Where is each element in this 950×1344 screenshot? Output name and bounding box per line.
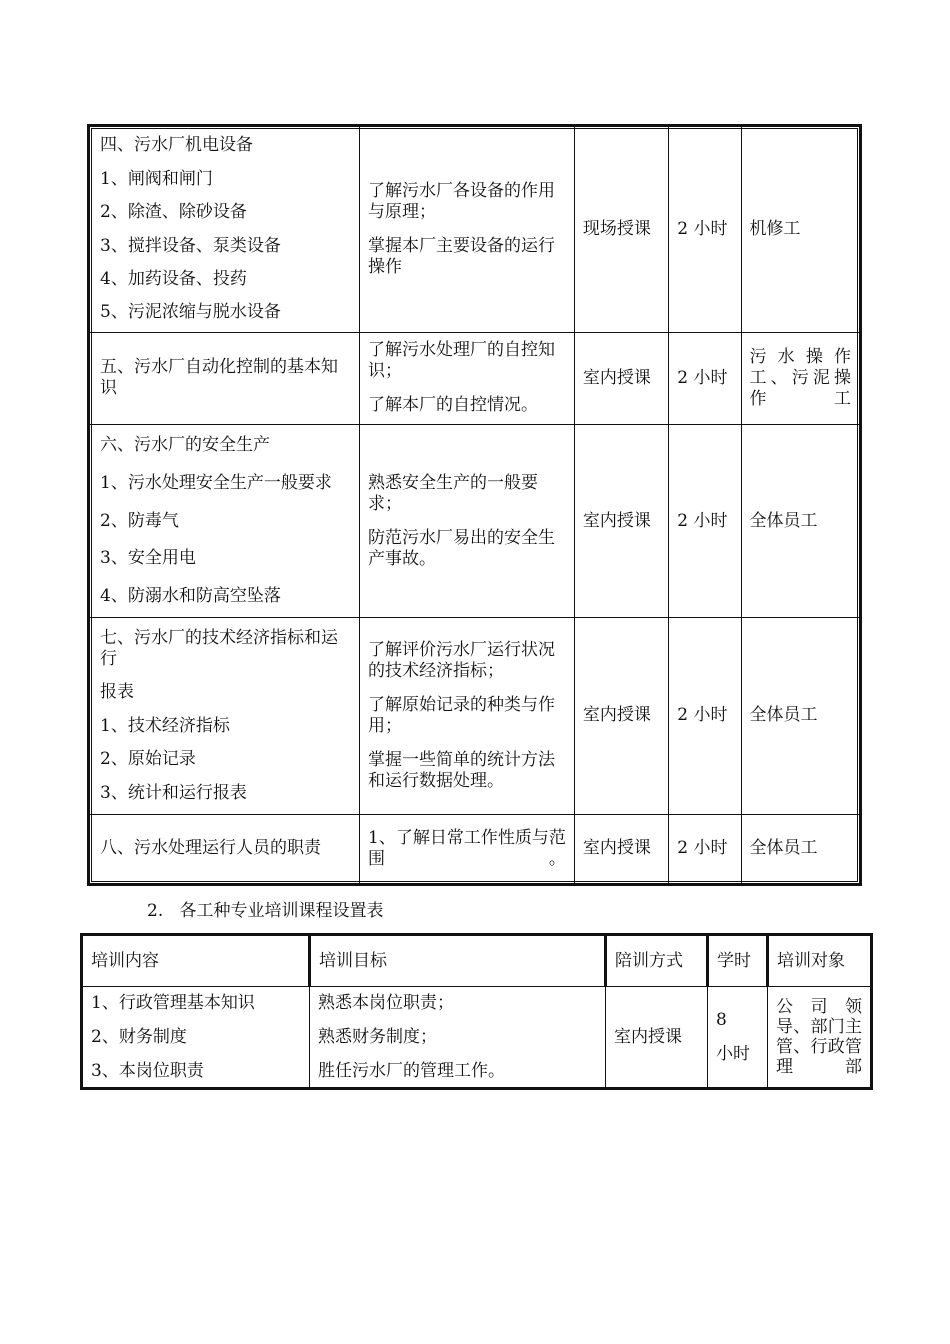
training-content-cell: [82, 987, 310, 1089]
header-content: 培训内容: [82, 935, 310, 987]
content-line: 七、污水厂的技术经济指标和运行: [100, 627, 338, 669]
content-line: 3、安全用电: [100, 548, 196, 569]
goal-line: 熟悉安全生产的一般要求；: [368, 472, 539, 514]
training-hours-cell: 2 小时: [669, 814, 741, 884]
table-row: [89, 617, 861, 814]
content-line: 八、污水处理运行人员的职责: [100, 838, 321, 859]
content-line: 2、原始记录: [100, 749, 196, 770]
content-line: 六、污水厂的安全生产: [100, 435, 270, 456]
training-goal-cell: [360, 425, 575, 618]
hours-unit: 小时: [716, 1043, 750, 1064]
training-goal-cell: [360, 332, 575, 424]
content-line: 2、财务制度: [91, 1026, 187, 1047]
professional-training-table: [80, 933, 873, 1090]
content-line: 3、搅拌设备、泵类设备: [100, 235, 281, 256]
section-title: 各工种专业培训课程设置表: [179, 901, 384, 921]
goal-line: 1、了解日常工作性质与范围。: [368, 827, 566, 869]
training-target-cell: 机修工: [741, 126, 861, 333]
goal-line: 掌握一些简单的统计方法和运行数据处理。: [368, 749, 556, 791]
training-target-cell: 全体员工: [741, 617, 861, 814]
content-line: 4、防溺水和防高空坠落: [100, 586, 281, 607]
table-row: [89, 425, 861, 618]
content-line: 3、本岗位职责: [91, 1060, 204, 1081]
section-number: 2.: [147, 901, 164, 921]
training-method-cell: 室内授课: [574, 332, 668, 424]
goal-line: 了解污水厂各设备的作用与原理；: [368, 180, 556, 222]
table-row: [89, 814, 861, 884]
training-content-cell: [89, 332, 360, 424]
training-hours-cell: 2 小时: [669, 332, 741, 424]
goal-line: 了解评价污水厂运行状况的技术经济指标；: [368, 639, 556, 681]
training-hours-cell: 2 小时: [669, 126, 741, 333]
training-content-cell: [89, 617, 360, 814]
table-row: [89, 332, 861, 424]
goal-line: 了解原始记录的种类与作用；: [368, 694, 556, 736]
training-hours-cell: [708, 987, 768, 1089]
table-row: [89, 126, 861, 333]
training-method-cell: 室内授课: [606, 987, 708, 1089]
content-line: 五、污水厂自动化控制的基本知识: [100, 357, 338, 399]
content-line: 1、污水处理安全生产一般要求: [100, 472, 332, 493]
goal-line: 胜任污水厂的管理工作。: [318, 1060, 505, 1081]
training-target-cell: 公 司 领导、部门主管、行政管理部: [768, 987, 872, 1089]
header-target: 培训对象: [768, 935, 872, 987]
training-content-cell: [89, 425, 360, 618]
training-target-cell: 全体员工: [741, 425, 861, 618]
hours-number: 8: [716, 1009, 727, 1030]
header-hours: 学时: [708, 935, 768, 987]
training-goal-cell: [360, 126, 575, 333]
table-row: [82, 987, 872, 1089]
training-method-cell: 室内授课: [574, 814, 668, 884]
content-line: 1、行政管理基本知识: [91, 992, 255, 1013]
goal-line: 了解污水处理厂的自控知识；: [368, 340, 556, 382]
training-target-cell: 全体员工: [741, 814, 861, 884]
content-line: 1、技术经济指标: [100, 715, 230, 736]
training-goal-cell: [360, 814, 575, 884]
training-goal-cell: [360, 617, 575, 814]
goal-line: 掌握本厂主要设备的运行操作: [368, 235, 556, 277]
table-header-row: [82, 935, 872, 987]
training-method-cell: 室内授课: [574, 617, 668, 814]
content-line: 2、防毒气: [100, 510, 179, 531]
training-target-cell: 污 水 操 作工、污泥操作工: [741, 332, 861, 424]
header-goal: 培训目标: [310, 935, 606, 987]
content-line: 4、加药设备、投药: [100, 268, 247, 289]
training-course-table: [87, 124, 862, 886]
training-goal-cell: [310, 987, 606, 1089]
content-line: 1、闸阀和闸门: [100, 168, 213, 189]
training-content-cell: [89, 814, 360, 884]
content-line: 3、统计和运行报表: [100, 782, 247, 803]
training-hours-cell: 2 小时: [669, 425, 741, 618]
goal-line: 熟悉本岗位职责；: [318, 992, 454, 1013]
content-line: 2、除渣、除砂设备: [100, 202, 247, 223]
goal-line: 了解本厂的自控情况。: [368, 395, 539, 416]
training-method-cell: 室内授课: [574, 425, 668, 618]
content-line: 报表: [100, 682, 134, 703]
training-method-cell: 现场授课: [574, 126, 668, 333]
header-method: 陪训方式: [606, 935, 708, 987]
content-line: 四、污水厂机电设备: [100, 135, 253, 156]
section-heading: [147, 900, 383, 922]
content-line: 5、污泥浓缩与脱水设备: [100, 302, 281, 323]
goal-line: 熟悉财务制度；: [318, 1026, 437, 1047]
goal-line: 防范污水厂易出的安全生产事故。: [368, 527, 556, 569]
training-content-cell: [89, 126, 360, 333]
training-hours-cell: 2 小时: [669, 617, 741, 814]
